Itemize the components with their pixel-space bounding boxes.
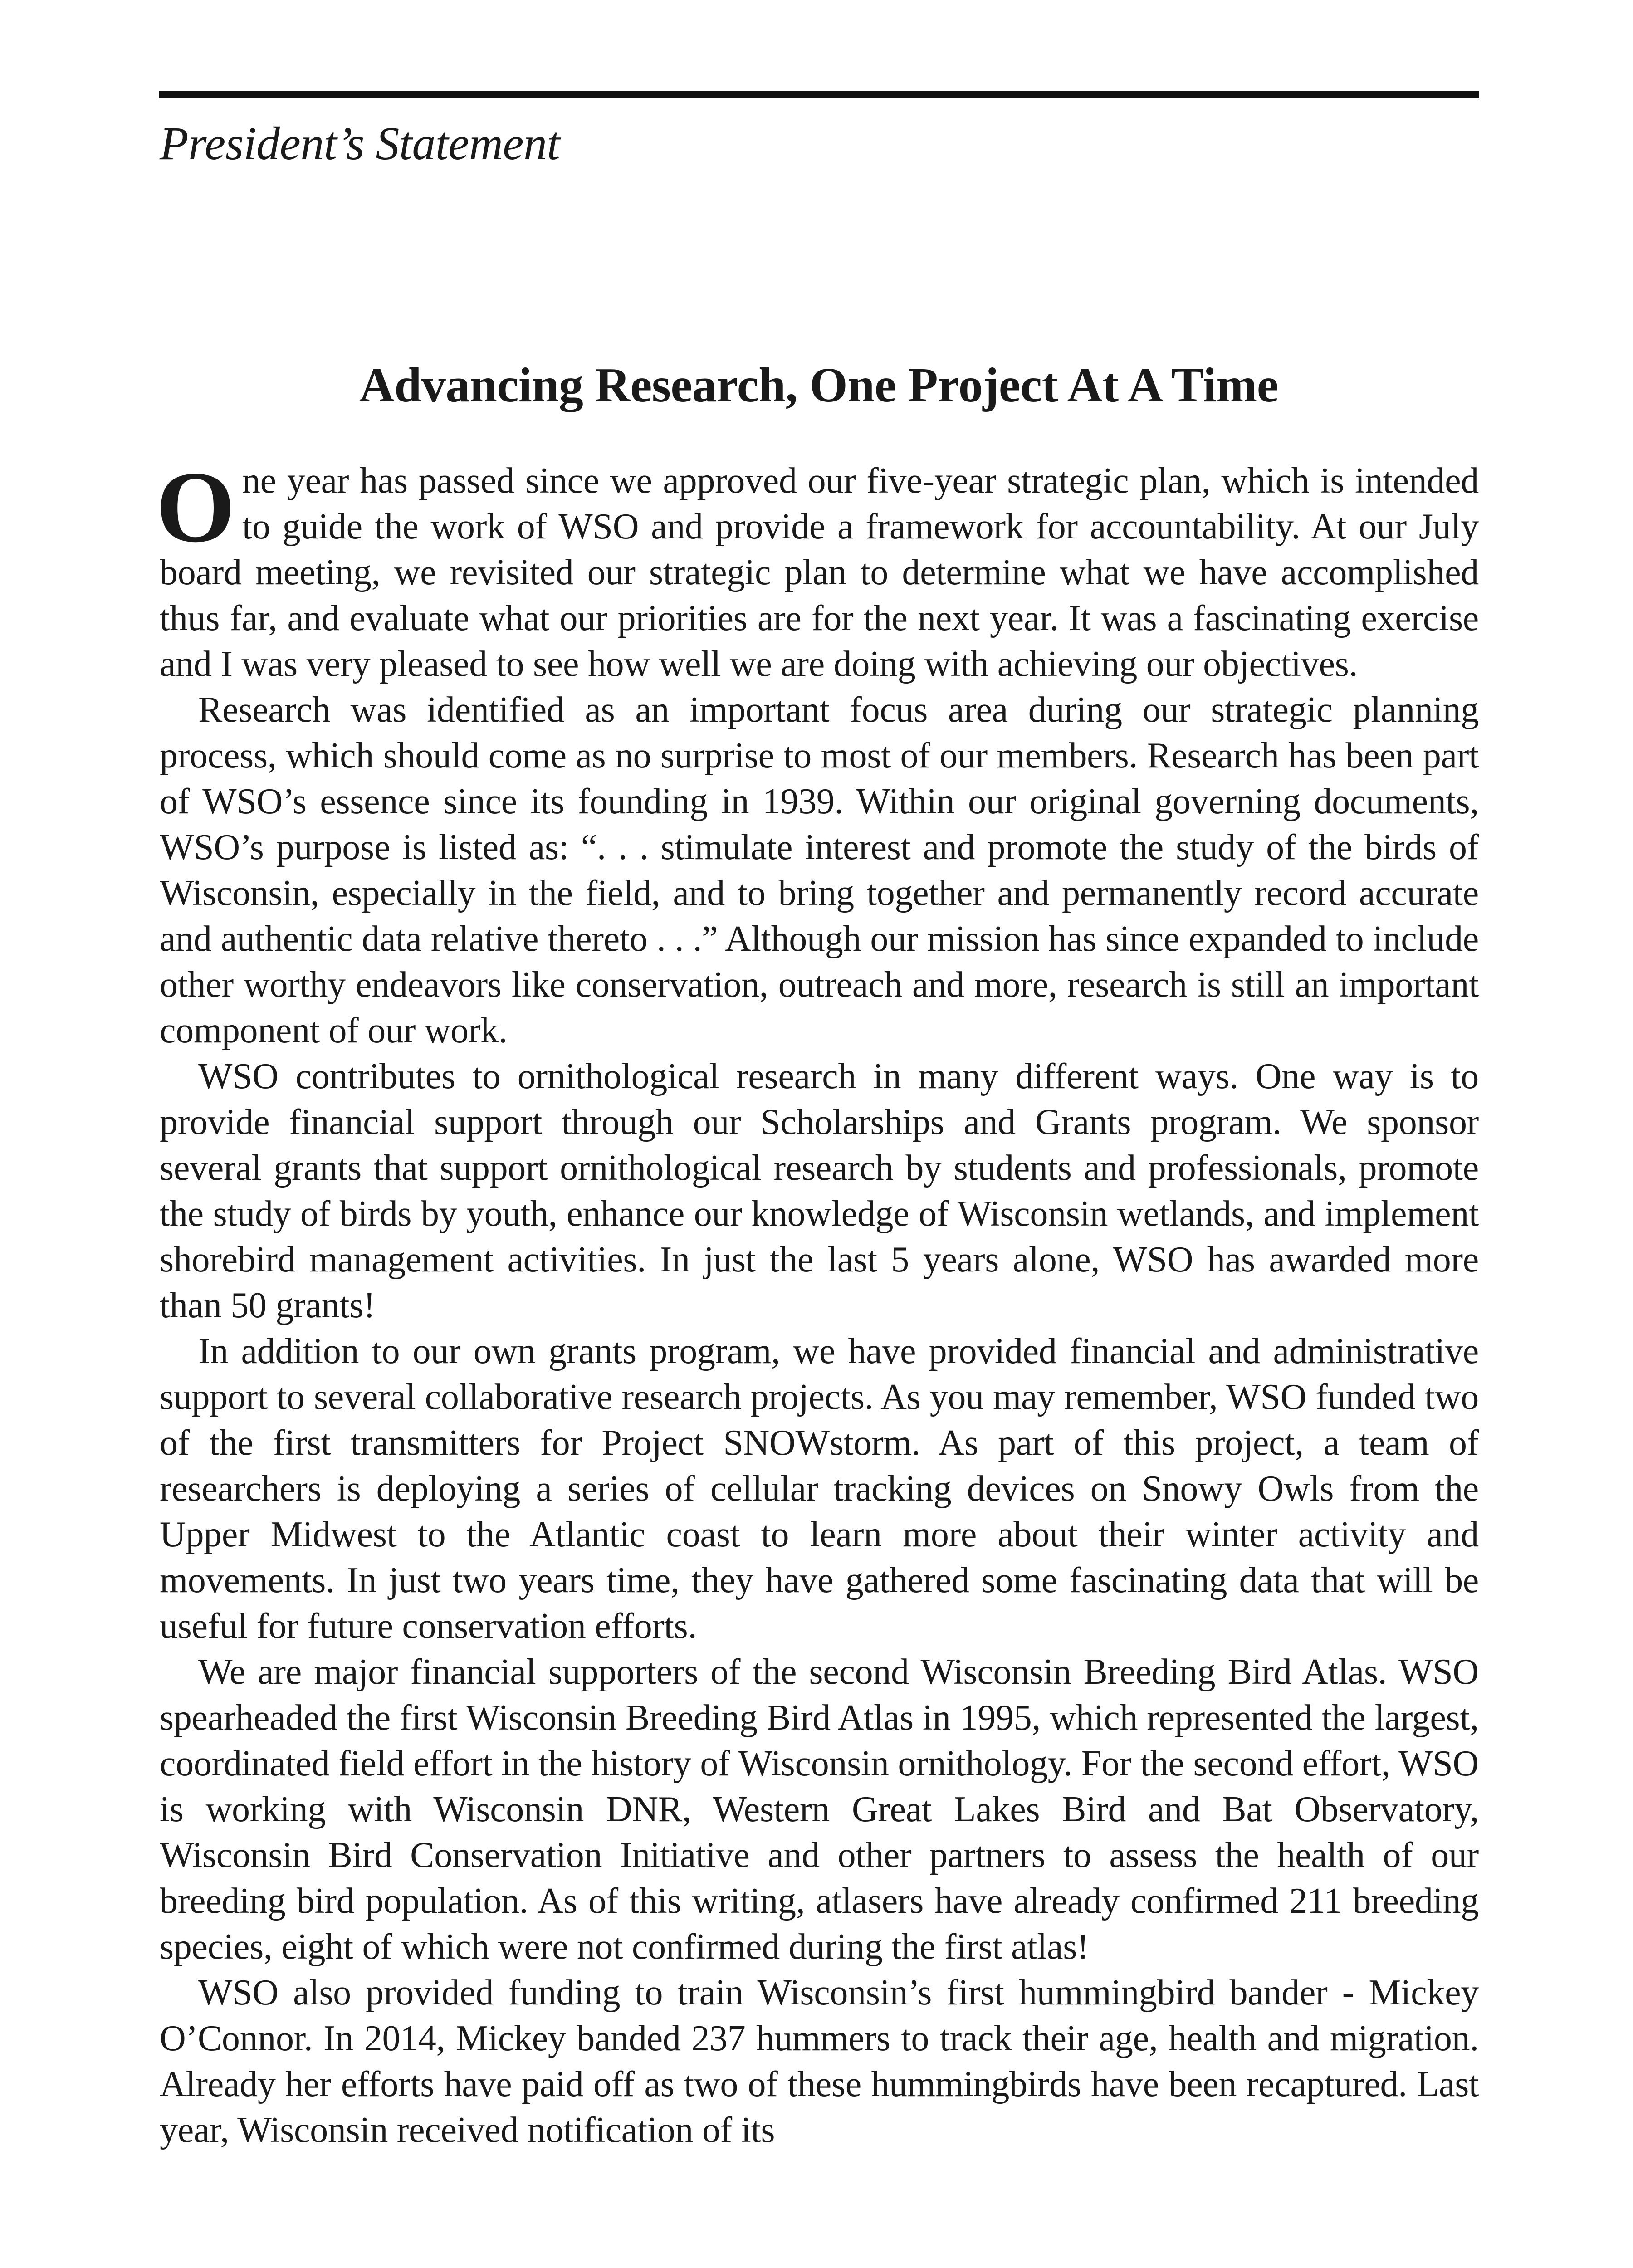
paragraph-3: WSO contributes to ornithological research in many different ways. One way is to provide financial support through our Scholarships and Grants program. We sponsor several grants that support ornithological research by students and professionals, promote the study of birds by youth, enhance our knowledge of Wisconsin wetlands, and implement shorebird management activities. In just the last 5 years alone, WSO has awarded more than 50 grants! — [160, 1056, 1479, 1325]
section-label: President’s Statement — [160, 117, 560, 170]
paragraph-6: WSO also provided funding to train Wisconsin’s first hummingbird bander - Mickey O’Connor. In 2014, Mickey banded 237 hummers to track their age, health and migration. Already her efforts have paid off as two of these hummingbirds have been recaptured. Last year, Wisconsin received notification of its — [160, 1973, 1479, 2150]
paragraph-2: Research was identified as an important focus area during our strategic planning process, which should come as no surprise to most of our members. Research has been part of WSO’s essence since its founding in 1939. Within our original governing documents, WSO’s purpose is listed as: “. . . stimulate interest and promote the study of the birds of Wisconsin, especially in the field, and to bring together and permanently record accurate and authentic data relative thereto . . .” Although our mission has since expanded to include other worthy endeavors like conservation, outreach and more, research is still an important component of our work. — [160, 690, 1479, 1051]
article-title: Advancing Research, One Project At A Time — [359, 358, 1279, 412]
drop-cap: O — [156, 451, 235, 563]
paragraph-1-text: ne year has passed since we approved our five-year strategic plan, which is intended to guide the work of WSO and provide a framework for accountability. At our July board meeting, we revisited our strategic plan to determine what we have accomplished thus far, and evaluate what our priorities are for the next year. It was a fascinating exercise and I was very pleased to see how well we are doing with achieving our objectives. — [160, 461, 1479, 684]
paragraph-1 — [156, 451, 1479, 687]
paragraph-5: We are major financial supporters of the second Wisconsin Breeding Bird Atlas. WSO spearheaded the first Wisconsin Breeding Bird Atlas in 1995, which represented the largest, coordinated field effort in the history of Wisconsin ornithology. For the second effort, WSO is working with Wisconsin DNR, Western Great Lakes Bird and Bat Observatory, Wisconsin Bird Conservation Initiative and other partners to assess the health of our breeding bird population. As of this writing, atlasers have already confirmed 211 breeding species, eight of which were not confirmed during the first atlas! — [160, 1652, 1479, 1967]
article-body — [156, 451, 1479, 2153]
header-rule — [159, 91, 1479, 98]
paragraph-4: In addition to our own grants program, we have provided financial and administrative support to several collaborative research projects. As you may remember, WSO funded two of the first transmitters for Project SNOWstorm. As part of this project, a team of researchers is deploying a series of cellular tracking devices on Snowy Owls from the Upper Midwest to the Atlantic coast to learn more about their winter activity and movements. In just two years time, they have gathered some fascinating data that will be useful for future conservation efforts. — [160, 1331, 1479, 1646]
